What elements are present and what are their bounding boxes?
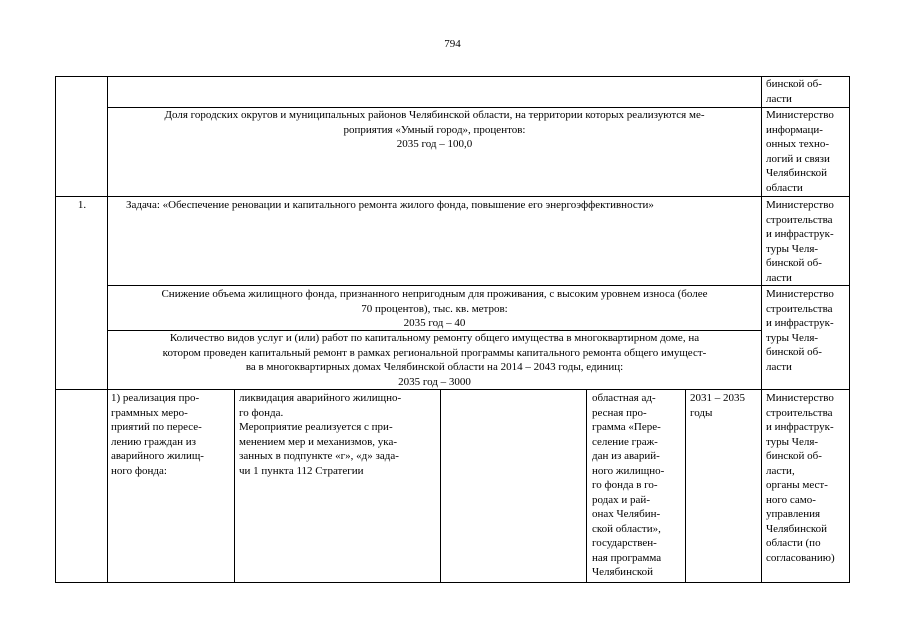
text-line: лению граждан из <box>111 435 196 448</box>
program-cell <box>592 391 682 580</box>
indicator-cell <box>109 287 760 331</box>
text-line: селение граж- <box>592 435 658 448</box>
text-line: строительства <box>766 213 833 226</box>
text-line: согласованию) <box>766 551 835 564</box>
text-line: Министерство <box>766 109 834 121</box>
text-line: чи 1 пункта 112 Стратегии <box>239 464 364 477</box>
responsible-cell <box>766 198 852 285</box>
text-line: Министерство <box>766 392 834 404</box>
responsible-cell <box>766 287 852 374</box>
table-rule <box>55 389 850 390</box>
text-line: управления <box>766 508 821 520</box>
text-line: граммных меро- <box>111 406 188 419</box>
text-line: бинской об- <box>766 257 822 269</box>
text-line: органы мест- <box>766 479 828 491</box>
row-number: 1. <box>77 199 87 211</box>
text-line: го фонда в го- <box>592 479 658 491</box>
text-line: родах и рай- <box>592 493 650 506</box>
table-rule <box>55 76 56 583</box>
text-line: ласти <box>766 271 792 284</box>
text-line: роприятия «Умный город», процентов: <box>343 123 526 136</box>
text-line: 2035 год – 100,0 <box>396 138 473 150</box>
responsible-cell <box>766 108 852 195</box>
text-line: Задача: «Обеспечение реновации и капитального ремонта жилого фонда, повышение его энергоэффективности» <box>126 199 654 211</box>
text-line: областная ад- <box>592 392 656 404</box>
text-line: Челябинской <box>766 522 828 535</box>
text-line: 1) реализация про- <box>111 392 200 404</box>
text-line: Министерство <box>766 288 834 300</box>
text-line: строительства <box>766 302 833 315</box>
text-line: информаци- <box>766 123 823 136</box>
text-line: Мероприятие реализуется с при- <box>239 421 393 433</box>
text-line: Количество видов услуг и (или) работ по капитальному ремонту общего имущества в многоквартирном доме, на <box>169 332 700 344</box>
table-rule <box>55 582 850 583</box>
text-line: ва в многоквартирных домах Челябинской области на 2014 – 2043 годы, единиц: <box>245 361 624 373</box>
text-line: области <box>766 181 803 194</box>
text-line: менением мер и механизмов, ука- <box>239 435 397 448</box>
text-line: туры Челя- <box>766 242 819 255</box>
text-line: Челябинской <box>766 167 828 179</box>
text-line: строительства <box>766 406 833 419</box>
period-cell <box>690 391 760 420</box>
text-line: Министерство <box>766 199 834 211</box>
text-line: и инфраструк- <box>766 421 834 433</box>
text-line: бинской об- <box>766 450 822 462</box>
text-line: ласти, <box>766 464 795 477</box>
text-line: туры Челя- <box>766 331 819 344</box>
text-line: ской области», <box>592 522 661 535</box>
text-line: аварийного жилищ- <box>111 450 204 462</box>
table-rule <box>761 76 762 583</box>
text-line: Снижение объема жилищного фонда, признанного непригодным для проживания, с высоким уровнем износа (более <box>161 288 708 300</box>
page-number: 794 <box>444 38 461 50</box>
responsible-cell <box>766 391 849 565</box>
table-rule <box>440 389 441 583</box>
text-line: и инфраструк- <box>766 228 834 240</box>
table-rule <box>234 389 235 583</box>
table-rule <box>55 196 850 197</box>
text-line: ласти <box>766 360 792 373</box>
text-line: 2035 год – 3000 <box>398 375 471 388</box>
description-cell <box>239 391 437 478</box>
table-rule <box>685 389 686 583</box>
text-line: области (по <box>766 537 821 549</box>
text-line: ная программа <box>592 551 662 564</box>
text-line: государствен- <box>592 537 657 549</box>
text-line: 2035 год – 40 <box>403 317 466 329</box>
text-line: бинской об- <box>766 346 822 358</box>
task-cell <box>126 198 758 213</box>
table-rule <box>586 389 587 583</box>
text-line: грамма «Пере- <box>592 421 661 433</box>
text-line: 70 процентов), тыс. кв. метров: <box>361 302 508 315</box>
text-line: онах Челябин- <box>592 508 661 520</box>
text-line: годы <box>690 406 713 419</box>
measure-cell <box>111 391 231 478</box>
text-line: котором проведен капитальный ремонт в рамках региональной программы капитального ремонта общего имущест- <box>162 346 707 359</box>
text-line: Доля городских округов и муниципальных районов Челябинской области, на территории которых реализуются ме- <box>164 109 705 121</box>
text-line: ного жилищно- <box>592 464 665 477</box>
text-line: ного само- <box>766 493 816 506</box>
text-line: ного фонда: <box>111 464 167 477</box>
text-line: приятий по пересе- <box>111 421 202 433</box>
text-line: ресная про- <box>592 406 647 419</box>
text-line: туры Челя- <box>766 435 819 448</box>
text-line: Челябинской <box>592 566 654 578</box>
table-rule <box>107 76 108 583</box>
indicator-cell <box>109 108 760 152</box>
text-line: 2031 – 2035 <box>690 392 745 404</box>
indicator-cell <box>109 331 760 389</box>
responsible-cell <box>766 77 852 106</box>
text-line: бинской об- <box>766 78 822 90</box>
text-line: онных техно- <box>766 138 830 150</box>
table-rule <box>107 285 850 286</box>
text-line: ласти <box>766 92 792 105</box>
text-line: и инфраструк- <box>766 317 834 329</box>
text-line: ликвидация аварийного жилищно- <box>239 392 402 404</box>
text-line: дан из аварий- <box>592 450 660 462</box>
text-line: занных в подпункте «г», «д» зада- <box>239 450 399 462</box>
text-line: го фонда. <box>239 406 284 419</box>
table-rule <box>55 76 850 77</box>
text-line: логий и связи <box>766 152 830 165</box>
